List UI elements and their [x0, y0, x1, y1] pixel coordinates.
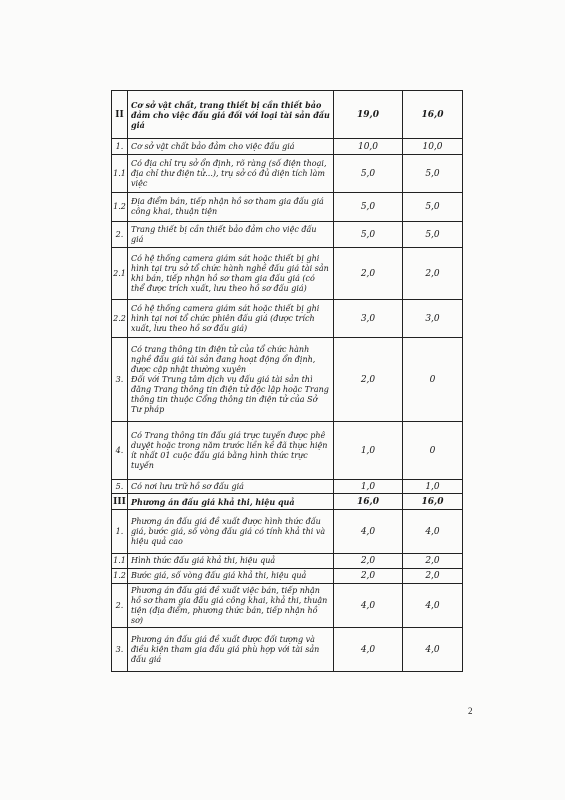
max-score: 16,0: [334, 494, 403, 510]
row-index: II: [112, 91, 128, 139]
row-index: 3.: [112, 628, 128, 672]
criterion-text: Có hệ thống camera giám sát hoặc thiết bị ghi hình tại nơi tổ chức phiên đấu giá (được trích xuất, lưu theo hồ sơ đấu giá): [128, 300, 334, 338]
row-index: 2.1: [112, 248, 128, 300]
max-score: 10,0: [334, 139, 403, 155]
max-score: 1,0: [334, 422, 403, 480]
awarded-score: 4,0: [403, 628, 463, 672]
table-row: [112, 222, 463, 248]
row-index: 1.: [112, 139, 128, 155]
row-index: III: [112, 494, 128, 510]
table-row: [112, 155, 463, 193]
awarded-score: 5,0: [403, 155, 463, 193]
max-score: 3,0: [334, 300, 403, 338]
criterion-text: Cơ sở vật chất, trang thiết bị cần thiết bảo đảm cho việc đấu giá đối với loại tài sản đấu giá: [128, 91, 334, 139]
section-row: [112, 91, 463, 139]
awarded-score: 3,0: [403, 300, 463, 338]
criterion-text: Phương án đấu giá đề xuất được đối tượng và điều kiện tham gia đấu giá phù hợp với tài sản đấu giá: [128, 628, 334, 672]
criterion-text: Có trang thông tin điện tử của tổ chức hành nghề đấu giá tài sản đang hoạt động ổn định, được cập nhật thường xuyên Đối với Trung tâm dịch vụ đấu giá tài sản thì đăng Trang thông tin điện tử độc lập hoặc Trang thông tin thuộc Cổng thông tin điện tử của Sở Tư pháp: [128, 338, 334, 422]
max-score: 2,0: [334, 338, 403, 422]
row-index: 2.2: [112, 300, 128, 338]
row-index: 3.: [112, 338, 128, 422]
scoring-table-body: [112, 91, 463, 672]
table-row: [112, 248, 463, 300]
criterion-text: Có Trang thông tin đấu giá trực tuyến được phê duyệt hoặc trong năm trước liền kề đã thực hiện ít nhất 01 cuộc đấu giá bằng hình thức trực tuyến: [128, 422, 334, 480]
criterion-text: Trang thiết bị cần thiết bảo đảm cho việc đấu giá: [128, 222, 334, 248]
awarded-score: 16,0: [403, 494, 463, 510]
table-row: [112, 554, 463, 569]
table-row: [112, 193, 463, 222]
table-row: [112, 510, 463, 554]
awarded-score: 2,0: [403, 554, 463, 569]
criterion-text: Có địa chỉ trụ sở ổn định, rõ ràng (số điện thoại, địa chỉ thư điện tử...), trụ sở có đủ diện tích làm việc: [128, 155, 334, 193]
awarded-score: 0: [403, 338, 463, 422]
table-row: [112, 628, 463, 672]
table-row: [112, 569, 463, 584]
row-index: 2.: [112, 584, 128, 628]
awarded-score: 2,0: [403, 248, 463, 300]
table-row: [112, 480, 463, 494]
max-score: 5,0: [334, 222, 403, 248]
row-index: 1.2: [112, 193, 128, 222]
row-index: 1.2: [112, 569, 128, 584]
awarded-score: 2,0: [403, 569, 463, 584]
row-index: 2.: [112, 222, 128, 248]
table-row: [112, 584, 463, 628]
criterion-text: Bước giá, số vòng đấu giá khả thi, hiệu quả: [128, 569, 334, 584]
table-row: [112, 338, 463, 422]
table-row: [112, 300, 463, 338]
table-row: [112, 139, 463, 155]
awarded-score: 16,0: [403, 91, 463, 139]
awarded-score: 10,0: [403, 139, 463, 155]
criterion-text: Cơ sở vật chất bảo đảm cho việc đấu giá: [128, 139, 334, 155]
criterion-text: Phương án đấu giá đề xuất việc bán, tiếp nhận hồ sơ tham gia đấu giá công khai, khả thi, thuận tiện (địa điểm, phương thức bán, tiếp nhận hồ sơ): [128, 584, 334, 628]
row-index: 1.1: [112, 155, 128, 193]
criterion-text: Phương án đấu giá đề xuất được hình thức đấu giá, bước giá, số vòng đấu giá có tính khả thi và hiệu quả cao: [128, 510, 334, 554]
table-row: [112, 422, 463, 480]
max-score: 2,0: [334, 248, 403, 300]
max-score: 1,0: [334, 480, 403, 494]
awarded-score: 5,0: [403, 222, 463, 248]
scoring-table: [111, 90, 463, 672]
criterion-text: Hình thức đấu giá khả thi, hiệu quả: [128, 554, 334, 569]
criterion-text: Có nơi lưu trữ hồ sơ đấu giá: [128, 480, 334, 494]
awarded-score: 5,0: [403, 193, 463, 222]
criterion-text: Địa điểm bán, tiếp nhận hồ sơ tham gia đấu giá công khai, thuận tiện: [128, 193, 334, 222]
section-row: [112, 494, 463, 510]
row-index: 1.: [112, 510, 128, 554]
max-score: 4,0: [334, 628, 403, 672]
awarded-score: 4,0: [403, 584, 463, 628]
awarded-score: 0: [403, 422, 463, 480]
criterion-text: Phương án đấu giá khả thi, hiệu quả: [128, 494, 334, 510]
page-number: 2: [468, 706, 473, 716]
max-score: 19,0: [334, 91, 403, 139]
row-index: 4.: [112, 422, 128, 480]
criterion-text: Có hệ thống camera giám sát hoặc thiết bị ghi hình tại trụ sở tổ chức hành nghề đấu giá tài sản khi bán, tiếp nhận hồ sơ tham gia đấu giá (có thể được trích xuất, lưu theo hồ sơ đấu giá): [128, 248, 334, 300]
max-score: 2,0: [334, 569, 403, 584]
max-score: 2,0: [334, 554, 403, 569]
awarded-score: 1,0: [403, 480, 463, 494]
row-index: 1.1: [112, 554, 128, 569]
max-score: 5,0: [334, 155, 403, 193]
max-score: 4,0: [334, 584, 403, 628]
max-score: 5,0: [334, 193, 403, 222]
max-score: 4,0: [334, 510, 403, 554]
row-index: 5.: [112, 480, 128, 494]
awarded-score: 4,0: [403, 510, 463, 554]
